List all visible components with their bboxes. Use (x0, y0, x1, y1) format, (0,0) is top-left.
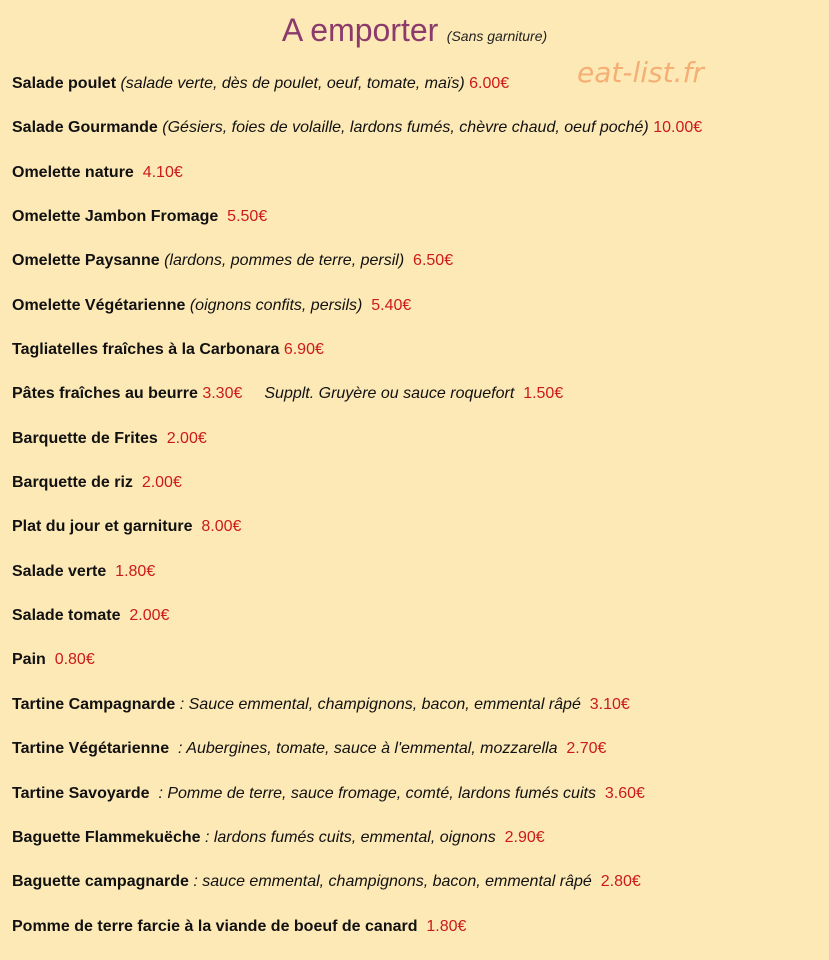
menu-item-price: 5.50€ (227, 208, 268, 226)
menu-item-description (133, 474, 142, 491)
menu-item-description (158, 430, 167, 447)
menu-item (12, 605, 824, 649)
menu-item (12, 295, 824, 339)
menu-item (12, 428, 824, 472)
menu-item-price: 6.50€ (413, 252, 454, 270)
menu-item (12, 827, 824, 871)
menu-item-name: Omelette Paysanne (12, 252, 160, 270)
menu-item-name: Omelette nature (12, 163, 134, 181)
menu-list (12, 73, 824, 960)
menu-item-price: 5.40€ (371, 296, 412, 314)
menu-item-name: Tartine Végétarienne (12, 740, 170, 758)
menu-item-description: (oignons confits, persils) (185, 296, 372, 314)
menu-item-name: Pâtes fraîches au beurre (12, 385, 198, 403)
menu-item-description (106, 563, 115, 580)
menu-item (12, 206, 824, 250)
menu-item-name: Omelette Végétarienne (12, 296, 186, 314)
menu-item (12, 516, 824, 560)
menu-item (12, 649, 824, 693)
page-header (0, 12, 829, 49)
menu-item-name: Salade poulet (12, 75, 117, 92)
menu-item-name: Tagliatelles fraîches à la Carbonara (12, 341, 280, 359)
menu-item-description (218, 208, 227, 225)
menu-item-name: Barquette de Frites (12, 429, 158, 447)
menu-item-price: 3.60€ (604, 784, 645, 802)
menu-item-description: : Sauce emmental, champignons, bacon, emmental râpé (175, 695, 590, 713)
menu-item (12, 738, 824, 782)
page-title: A emporter (281, 12, 439, 48)
menu-item (12, 472, 824, 516)
menu-item-price: 6.90€ (283, 341, 324, 359)
menu-item-name: Baguette campagnarde (12, 873, 189, 891)
menu-item-description: (salade verte, dès de poulet, oeuf, tomate, maïs) (116, 75, 470, 92)
menu-item-price: 1.80€ (426, 917, 467, 935)
menu-item-name: Baguette Flammekuëche (12, 828, 201, 846)
menu-item-price: 1.80€ (115, 562, 156, 580)
menu-item-price: 2.00€ (129, 607, 170, 625)
menu-item (12, 916, 824, 960)
menu-item (12, 117, 824, 161)
menu-item (12, 383, 824, 427)
menu-item-description: : Aubergines, tomate, sauce à l'emmental, mozzarella (169, 740, 567, 758)
menu-item-price: 2.70€ (566, 740, 607, 758)
menu-item-name: Barquette de riz (12, 474, 133, 492)
menu-item-description: : lardons fumés cuits, emmental, oignons (200, 828, 505, 846)
menu-item-name: Omelette Jambon Fromage (12, 208, 219, 226)
menu-item-supplement: Supplt. Gruyère ou sauce roquefort (264, 385, 524, 403)
menu-item-price: 2.00€ (166, 429, 207, 447)
menu-item-description: (lardons, pommes de terre, persil) (159, 252, 414, 270)
menu-item-price: 4.10€ (142, 163, 183, 181)
menu-item (12, 871, 824, 915)
menu-item-description (46, 651, 55, 668)
menu-item-name: Plat du jour et garniture (12, 518, 193, 536)
menu-item-price: 6.00€ (469, 75, 510, 92)
page-subtitle: (Sans garniture) (446, 28, 548, 44)
menu-item-name: Pain (12, 651, 46, 669)
menu-item (12, 339, 824, 383)
menu-item-description (134, 164, 143, 181)
menu-item (12, 162, 824, 206)
menu-item-price: 3.30€ (202, 385, 243, 403)
menu-item-description: : sauce emmental, champignons, bacon, emmental râpé (188, 873, 601, 891)
menu-item-price: 3.10€ (589, 695, 630, 713)
menu-item-price: 2.90€ (504, 828, 545, 846)
menu-item-description: (Gésiers, foies de volaille, lardons fumés, chèvre chaud, oeuf poché) (157, 119, 654, 137)
menu-item-name: Pomme de terre farcie à la viande de boeuf de canard (12, 917, 418, 935)
menu-item-price: 10.00€ (653, 119, 703, 137)
menu-item-price: 8.00€ (201, 518, 242, 536)
menu-item (12, 783, 824, 827)
menu-item-name: Salade verte (12, 562, 107, 580)
menu-item-price: 0.80€ (54, 651, 95, 669)
menu-item-name: Salade Gourmande (12, 119, 158, 137)
menu-item-supplement-price: 1.50€ (523, 385, 564, 403)
menu-item-price: 2.00€ (141, 474, 182, 492)
watermark-logo: eat-list.fr (577, 56, 704, 89)
menu-item-name: Tartine Campagnarde (12, 695, 176, 713)
menu-item (12, 694, 824, 738)
menu-item (12, 73, 824, 117)
menu-item-description: : Pomme de terre, sauce fromage, comté, lardons fumés cuits (149, 784, 605, 802)
menu-item-name: Tartine Savoyarde (12, 784, 150, 802)
menu-item (12, 561, 824, 605)
menu-item (12, 250, 824, 294)
menu-item-price: 2.80€ (600, 873, 641, 891)
menu-item-name: Salade tomate (12, 607, 121, 625)
